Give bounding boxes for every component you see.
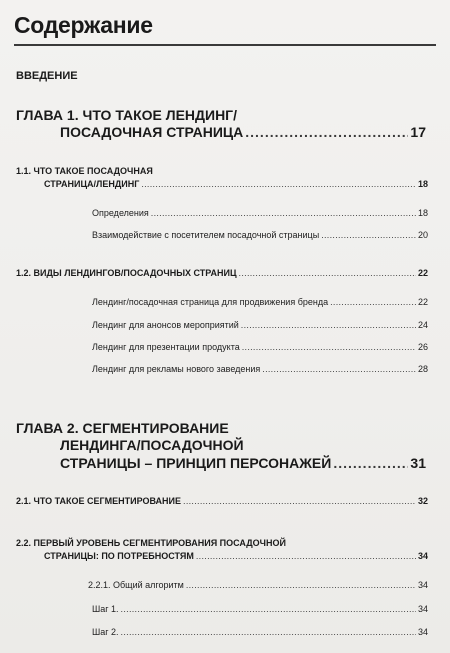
toc-item-page: 20 [417,230,428,240]
toc-item-events[interactable] [92,320,428,330]
toc-item-page: 34 [417,604,428,614]
section-2-2-title-line2: СТРАНИЦЫ: ПО ПОТРЕБНОСТЯМ [44,551,194,561]
toc-item-label: Лендинг/посадочная страница для продвижения бренда [92,297,329,307]
section-1-2-entry[interactable] [16,268,428,278]
section-2-1-title: 2.1. ЧТО ТАКОЕ СЕГМЕНТИРОВАНИЕ [16,496,182,506]
page-title: Содержание [14,12,153,38]
leader-dots [121,604,416,614]
section-2-1-entry[interactable] [16,496,428,506]
toc-item-page: 34 [417,627,428,637]
chapter-2-entry[interactable] [60,455,426,471]
leader-dots [330,297,416,307]
subsection-2-2-1-entry[interactable] [88,580,428,590]
toc-item-definitions[interactable] [92,208,428,218]
toc-item-brand[interactable] [92,297,428,307]
toc-item-step-1[interactable] [92,604,428,614]
leader-dots [186,580,416,590]
subsection-2-2-1-title: 2.2.1. Общий алгоритм [88,580,184,590]
section-1-2-title: 1.2. ВИДЫ ЛЕНДИНГОВ/ПОСАДОЧНЫХ СТРАНИЦ [16,268,237,278]
toc-item-interaction[interactable] [92,230,428,240]
toc-item-label: Шаг 1. [92,604,119,614]
chapter-1-title-line1[interactable]: ГЛАВА 1. ЧТО ТАКОЕ ЛЕНДИНГ/ [16,107,238,123]
leader-dots [262,364,416,374]
toc-item-page: 26 [417,342,428,352]
chapter-2-title-line1[interactable]: ГЛАВА 2. СЕГМЕНТИРОВАНИЕ [16,420,229,436]
toc-item-label: Взаимодействие с посетителем посадочной страницы [92,230,320,240]
toc-item-page: 24 [417,320,428,330]
toc-item-product[interactable] [92,342,428,352]
chapter-1-entry[interactable] [60,124,426,140]
section-1-2-page: 22 [417,268,428,278]
leader-dots [121,627,416,637]
section-1-1-title-line1[interactable]: 1.1. ЧТО ТАКОЕ ПОСАДОЧНАЯ [16,166,153,176]
leader-dots [321,230,416,240]
chapter-1-page: 17 [410,124,426,140]
leader-dots [333,455,408,471]
section-1-1-title-line2: СТРАНИЦА/ЛЕНДИНГ [44,179,140,189]
leader-dots [245,124,408,140]
section-2-2-entry[interactable] [44,551,428,561]
subsection-2-2-1-page: 34 [417,580,428,590]
toc-item-label: Лендинг для рекламы нового заведения [92,364,261,374]
leader-dots [196,551,416,561]
toc-item-page: 18 [417,208,428,218]
leader-dots [151,208,416,218]
chapter-2-page: 31 [410,455,426,471]
chapter-2-title-line2[interactable]: ЛЕНДИНГА/ПОСАДОЧНОЙ [60,437,244,453]
chapter-2-title-line3: СТРАНИЦЫ – ПРИНЦИП ПЕРСОНАЖЕЙ [60,455,332,471]
leader-dots [183,496,416,506]
leader-dots [241,320,416,330]
section-2-1-page: 32 [417,496,428,506]
toc-item-label: Лендинг для анонсов мероприятий [92,320,239,330]
section-2-2-page: 34 [417,551,428,561]
toc-item-page: 28 [417,364,428,374]
toc-item-page: 22 [417,297,428,307]
chapter-1-title-line2: ПОСАДОЧНАЯ СТРАНИЦА [60,124,244,140]
leader-dots [242,342,416,352]
toc-item-label: Определения [92,208,149,218]
section-1-1-entry[interactable] [44,179,428,189]
section-1-1-page: 18 [417,179,428,189]
toc-item-label: Лендинг для презентации продукта [92,342,240,352]
section-2-2-title-line1[interactable]: 2.2. ПЕРВЫЙ УРОВЕНЬ СЕГМЕНТИРОВАНИЯ ПОСАДОЧНОЙ [16,538,286,548]
leader-dots [141,179,416,189]
leader-dots [239,268,416,278]
toc-item-venue[interactable] [92,364,428,374]
toc-intro[interactable]: ВВЕДЕНИЕ [16,70,78,82]
toc-item-step-2[interactable] [92,627,428,637]
title-divider [14,44,436,46]
toc-item-label: Шаг 2. [92,627,119,637]
